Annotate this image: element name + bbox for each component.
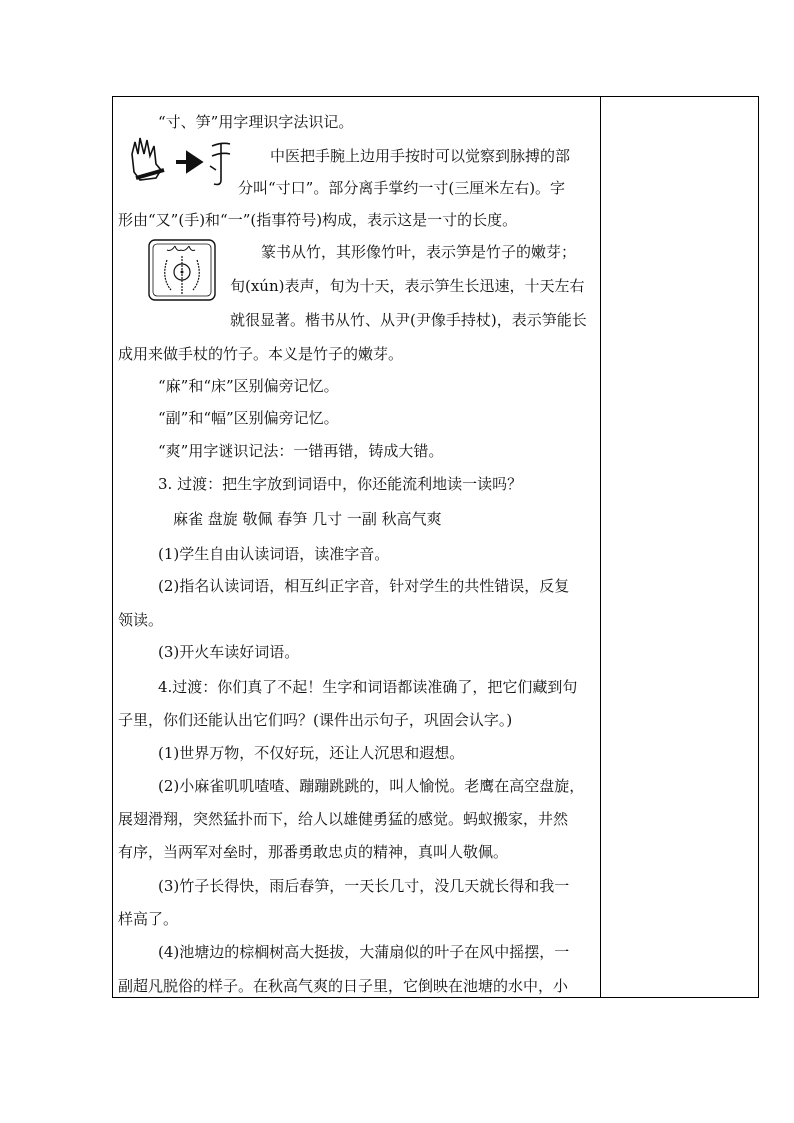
text-line: 分叫“寸口”。部分离手掌约一寸(三厘米左右)。字 [238, 179, 566, 197]
text-line: 篆书从竹，其形像竹叶，表示笋是竹子的嫩芽； [261, 243, 577, 261]
text-line: 就很显著。楷书从竹、从尹(尹像手持杖)，表示笋能长 [230, 311, 587, 329]
text-line: 旬(xún)表声，旬为十天，表示笋生长迅速，十天左右 [230, 277, 585, 295]
hand-cun-illustration [126, 134, 236, 192]
text-line: 子里，你们还能认出它们吗？(课件出示句子，巩固会认字。) [118, 711, 513, 729]
text-line: (1)世界万物，不仅好玩，还让人沉思和遐想。 [158, 744, 465, 762]
text-line: 成用来做手杖的竹子。本义是竹子的嫩芽。 [118, 345, 404, 363]
text-line: “寸、笋”用字理识字法识记。 [158, 113, 354, 131]
seal-sun-illustration [147, 238, 217, 302]
word-list: 麻雀 盘旋 敬佩 春笋 几寸 一副 秋高气爽 [173, 510, 442, 528]
text-line: 副超凡脱俗的样子。在秋高气爽的日子里，它倒映在池塘的水中，小 [118, 977, 569, 995]
text-line: 样高了。 [118, 910, 179, 928]
text-line: 形由“又”(手)和“一”(指事符号)构成，表示这是一寸的长度。 [118, 211, 518, 229]
text-line: 中医把手腕上边用手按时可以觉察到脉搏的部 [270, 147, 571, 165]
text-line: “爽”用字谜识记法：一错再错，铸成大错。 [158, 442, 444, 460]
text-line: (4)池塘边的棕榈树高大挺拔，大蒲扇似的叶子在风中摇摆，一 [158, 943, 570, 961]
text-line: (1)学生自由认读词语，读准字音。 [158, 545, 390, 563]
text-line: (2)小麻雀叽叽喳喳、蹦蹦跳跳的，叫人愉悦。老鹰在高空盘旋， [158, 777, 585, 795]
text-line: “副”和“幅”区别偏旁记忆。 [158, 409, 339, 427]
column-divider [600, 96, 601, 998]
text-line: 4.过渡：你们真了不起！生字和词语都读准确了，把它们藏到句 [158, 678, 578, 696]
text-line: 领读。 [118, 611, 164, 629]
text-line: (2)指名认读词语，相互纠正字音，针对学生的共性错误，反复 [158, 577, 570, 595]
text-line: (3)开火车读好词语。 [158, 643, 300, 661]
text-line: 有序，当两军对垒时，那番勇敢忠贞的精神，真叫人敬佩。 [118, 843, 509, 861]
text-line: “麻”和“床”区别偏旁记忆。 [158, 377, 339, 395]
text-line: (3)竹子长得快，雨后春笋，一天长几寸，没几天就长得和我一 [158, 877, 570, 895]
text-line: 展翅滑翔，突然猛扑而下，给人以雄健勇猛的感觉。蚂蚁搬家，井然 [118, 810, 569, 828]
text-line: 3. 过渡：把生字放到词语中，你还能流利地读一读吗？ [158, 475, 523, 493]
